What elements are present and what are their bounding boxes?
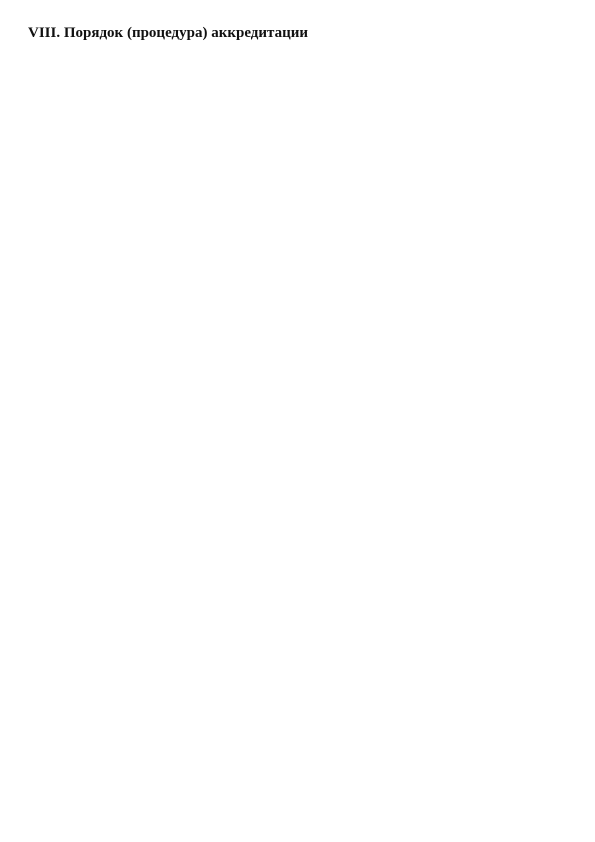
section-heading: VIII. Порядок (процедура) аккредитации [28,24,309,41]
